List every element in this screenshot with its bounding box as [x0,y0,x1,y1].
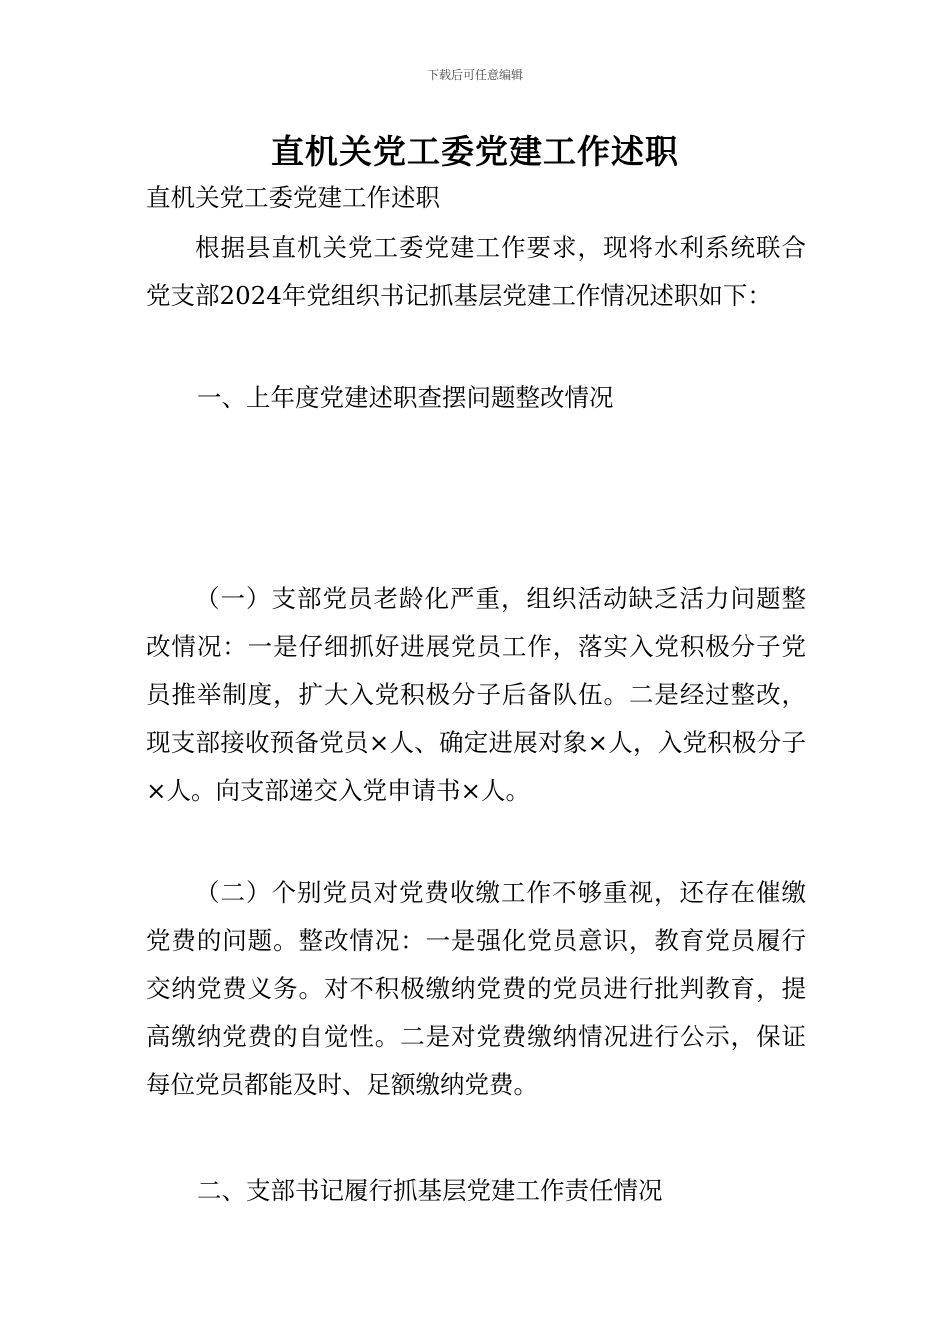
item-paragraph-2: （二）个别党员对党费收缴工作不够重视，还存在催缴党费的问题。整改情况：一是强化党员意识，教育党员履行交纳党费义务。对不积极缴纳党费的党员进行批判教育，提高缴纳党费的自觉性。二是对党费缴纳情况进行公示，保证每位党员都能及时、足额缴纳党费。 [146,878,806,1099]
header-note: 下载后可任意编辑 [426,68,523,82]
intro-paragraph: 根据县直机关党工委党建工作要求，现将水利系统联合党支部2024年党组织书记抓基层党建工作情况述职如下： [146,233,806,310]
item-paragraph-1: （一）支部党员老龄化严重，组织活动缺乏活力问题整改情况：一是仔细抓好进展党员工作，落实入党积极分子党员推举制度，扩大入党积极分子后备队伍。二是经过整改，现支部接收预备党员×人、确定进展对象×人，入党积极分子×人。向支部递交入党申请书×人。 [146,584,806,805]
section-heading-2: 二、支部书记履行抓基层党建工作责任情况 [197,1176,663,1205]
document-title: 直机关党工委党建工作述职 [271,132,679,171]
document-subtitle: 直机关党工委党建工作述职 [146,183,440,212]
section-heading-1: 一、上年度党建述职查摆问题整改情况 [197,383,614,412]
